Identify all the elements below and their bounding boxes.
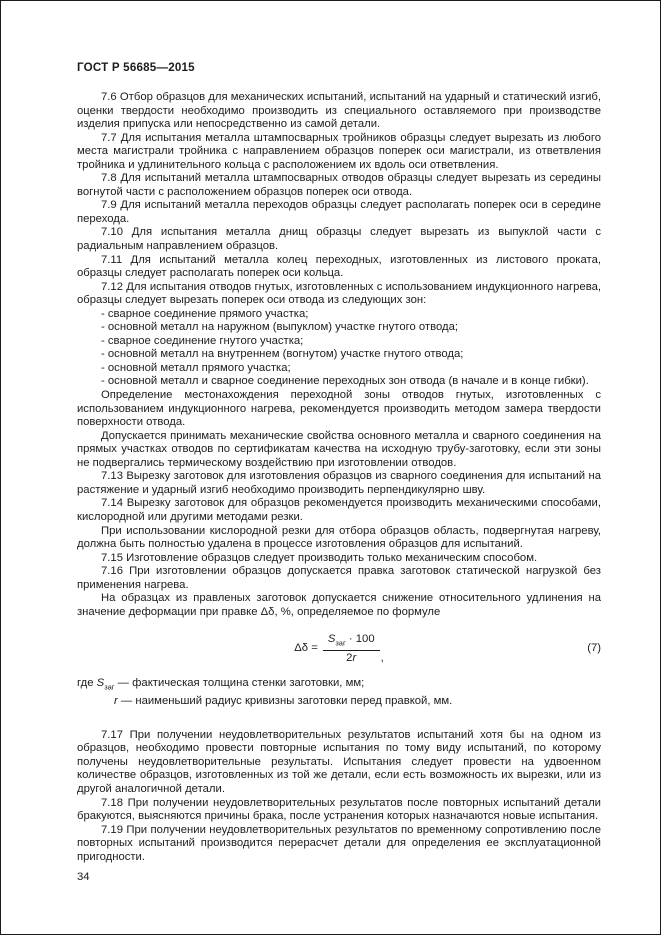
paragraph-7-18: 7.18 При получении неудовлетворительных результатов после повторных испытаний детали бракуются, выясняются причины брака, после устранения которых назначаются новые испытания. [77, 796, 601, 823]
bullet-item: - основной металл и сварное соединение переходных зон отвода (в начале и в конце гибки). [101, 375, 589, 388]
paragraph-note-zone: Определение местонахождения переходной зоны отводов гнутых, изготовленных с использованием индукционного нагрева, рекомендуется производить методом замера твердости поверхности отвода. [77, 389, 601, 429]
formula-numerator-rest: · 100 [345, 633, 375, 646]
legend-text-r: — наименьший радиус кривизны заготовки перед правкой, мм. [117, 695, 453, 708]
legend-text-s: — фактическая толщина стенки заготовки, мм; [114, 676, 365, 689]
paragraph-formula-intro: На образцах из правленых заготовок допускается снижение относительного удлинения на значение деформации при правке Δδ, %, определяемое по формуле [77, 592, 601, 618]
page-number: 34 [77, 871, 90, 884]
formula-denominator [323, 651, 380, 664]
legend-var-s-sub: заг [104, 681, 115, 691]
formula-7 [77, 633, 601, 663]
paragraph-7-17: 7.17 При получении неудовлетворительных результатов испытаний хотя бы на одном из образцов, необходимо провести повторные испытания по тому виду испытаний, по которому получены неудовлетворительные результаты. Испытания следует провести на удвоенном количестве образцов, изготовленных из той же детали, если есть возможность их вырезки, или из другой аналогичной детали. [77, 728, 601, 796]
formula-numerator-var: S [327, 633, 336, 646]
paragraph-7-10: 7.10 Для испытания металла днищ образцы следует вырезать из выпуклой части с радиальным направлением образцов. [77, 226, 601, 253]
legend-lead: где [77, 676, 97, 689]
paragraph-7-8: 7.8 Для испытаний металла штампосварных отводов образцы следует вырезать из середины вогнутой части с расположением образцов поперек оси отвода. [77, 172, 601, 198]
formula-expression [294, 633, 384, 663]
formula-lhs: Δδ = [294, 642, 318, 655]
paragraph-7-7: 7.7 Для испытания металла штампосварных тройников образцы следует вырезать из любого места магистрали тройника с направлением образцов поперек оси магистрали, из ответвления тройника и удлинительного кольца с расположением их вдоль оси ответвления. [77, 131, 601, 171]
paragraph-7-12: 7.12 Для испытания отводов гнутых, изготовленных с использованием индукционного нагрева, образцы следует вырезать поперек оси отвода из следующих зон: [77, 280, 601, 307]
formula-denominator-var: r [352, 651, 357, 664]
formula-fraction [323, 633, 380, 663]
paragraph-note-oxyfuel: При использовании кислородной резки для отбора образцов область, подвергнутая нагреву, должна быть полностью удалена в процессе изготовления образцов для испытаний. [77, 524, 601, 551]
paragraph-7-15: 7.15 Изготовление образцов следует производить только механическим способом. [101, 551, 538, 564]
bullet-item: - основной металл прямого участка; [101, 361, 291, 374]
legend-line-r [77, 694, 601, 709]
document-title: ГОСТ Р 56685—2015 [77, 61, 195, 74]
paragraph-note-cert: Допускается принимать механические свойства основного металла и сварного соединения на прямых участках отводов по сертификатам качества на исходную трубу-заготовку, если эти зоны не подвергались термическому воздействию при изготовлении отводов. [77, 429, 601, 469]
paragraph-7-14: 7.14 Вырезку заготовок для образцов рекомендуется производить механическими способами, кислородной или другими методами резки. [77, 497, 601, 523]
formula-denominator-coef: 2 [346, 651, 353, 664]
section-bottom [77, 729, 601, 864]
paragraph-7-16: 7.16 При изготовлении образцов допускается правка заготовок статической нагрузкой без применения нагрева. [77, 565, 601, 591]
legend-var-s: S [96, 676, 105, 689]
paragraph-7-9: 7.9 Для испытаний металла переходов образцы следует располагать поперек оси в середине перехода. [77, 199, 601, 225]
formula-legend [77, 676, 601, 709]
bullet-item: - основной металл на внутреннем (вогнутом) участке гнутого отвода; [101, 348, 464, 361]
page-content [77, 61, 601, 883]
zone-bullet-list [77, 308, 601, 389]
formula-numerator-sub: заг [335, 638, 346, 648]
paragraph-7-13: 7.13 Вырезку заготовок для изготовления образцов из сварного соединения для испытаний на растяжение и ударный изгиб необходимо производить перпендикулярно шву. [77, 470, 601, 496]
bullet-item: - сварное соединение прямого участка; [101, 307, 309, 320]
legend-var-r: r [114, 695, 118, 708]
paragraph-7-19: 7.19 При получении неудовлетворительных результатов по временному сопротивлению после повторных испытаний производится перерасчет детали для определения ее эксплуатационной пригодности. [77, 823, 601, 863]
bullet-item: - сварное соединение гнутого участка; [101, 334, 304, 347]
formula-number: (7) [587, 642, 601, 655]
legend-line-s [77, 676, 601, 695]
formula-comma: , [380, 651, 384, 664]
formula-numerator [323, 633, 380, 650]
paragraph-7-11: 7.11 Для испытаний металла колец переходных, изготовленных из листового проката, образцы следует располагать поперек оси кольца. [77, 253, 601, 280]
bullet-item: - основной металл на наружном (выпуклом) участке гнутого отвода; [101, 321, 459, 334]
paragraph-7-6: 7.6 Отбор образцов для механических испытаний, испытаний на ударный и статический изгиб, оценки твердости необходимо производить из специального оставляемого при производстве изделия припуска или непосредственно из самой детали. [77, 91, 601, 131]
